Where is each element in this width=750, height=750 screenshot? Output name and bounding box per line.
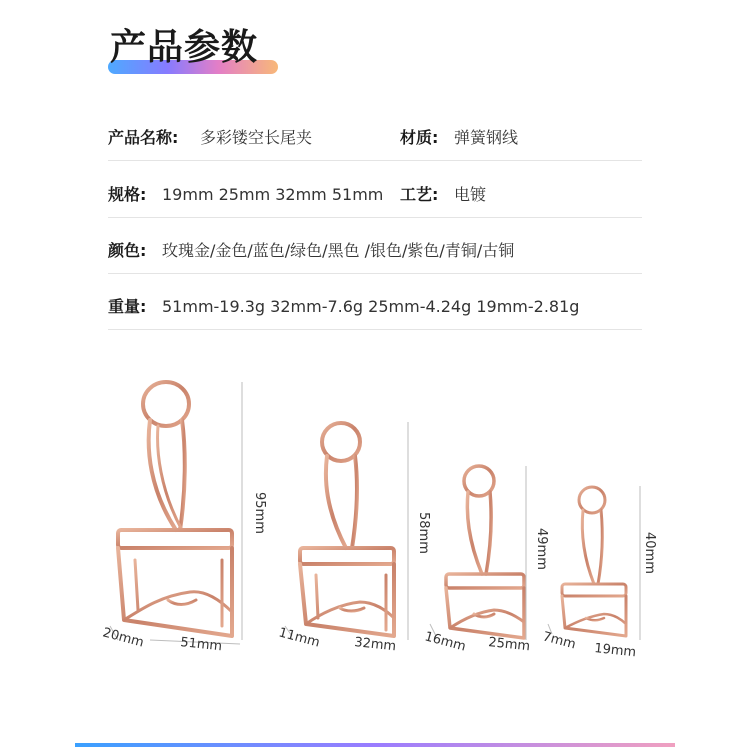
clip1-height-label: 95mm	[252, 492, 267, 534]
size-label: 规格:	[108, 185, 147, 204]
size-value: 19mm 25mm 32mm 51mm	[162, 185, 384, 204]
weight-label: 重量:	[108, 297, 147, 316]
clip-25mm	[446, 466, 524, 638]
bottom-gradient-bar	[75, 743, 675, 747]
weight-value: 51mm-19.3g 32mm-7.6g 25mm-4.24g 19mm-2.81g	[162, 297, 580, 316]
craft-label: 工艺:	[400, 185, 439, 204]
clip4-height-label: 40mm	[642, 532, 657, 574]
clip-19mm	[562, 487, 626, 636]
material-label: 材质:	[400, 128, 439, 147]
clip1-depth-label: 20mm	[100, 625, 146, 651]
page-title: 产品参数	[110, 27, 259, 68]
name-value: 多彩镂空长尾夹	[200, 128, 313, 147]
material-value: 弹簧钢线	[454, 128, 519, 147]
color-value: 玫瑰金/金色/蓝色/绿色/黑色 /银色/紫色/青铜/古铜	[162, 241, 515, 260]
clip4-width-label: 19mm	[593, 641, 637, 661]
clip2-width-label: 32mm	[353, 635, 397, 655]
clip2-height-label: 58mm	[416, 512, 431, 554]
craft-value: 电镀	[454, 185, 487, 204]
clip4-depth-label: 7mm	[540, 629, 578, 653]
name-label: 产品名称:	[108, 128, 179, 147]
clip-51mm	[118, 382, 232, 636]
clip-32mm	[300, 423, 394, 636]
clip3-width-label: 25mm	[487, 635, 531, 655]
color-label: 颜色:	[108, 241, 147, 260]
clip3-height-label: 49mm	[534, 528, 549, 570]
clip2-depth-label: 11mm	[276, 625, 322, 651]
clip3-depth-label: 16mm	[422, 629, 468, 655]
clip1-width-label: 51mm	[179, 635, 223, 655]
